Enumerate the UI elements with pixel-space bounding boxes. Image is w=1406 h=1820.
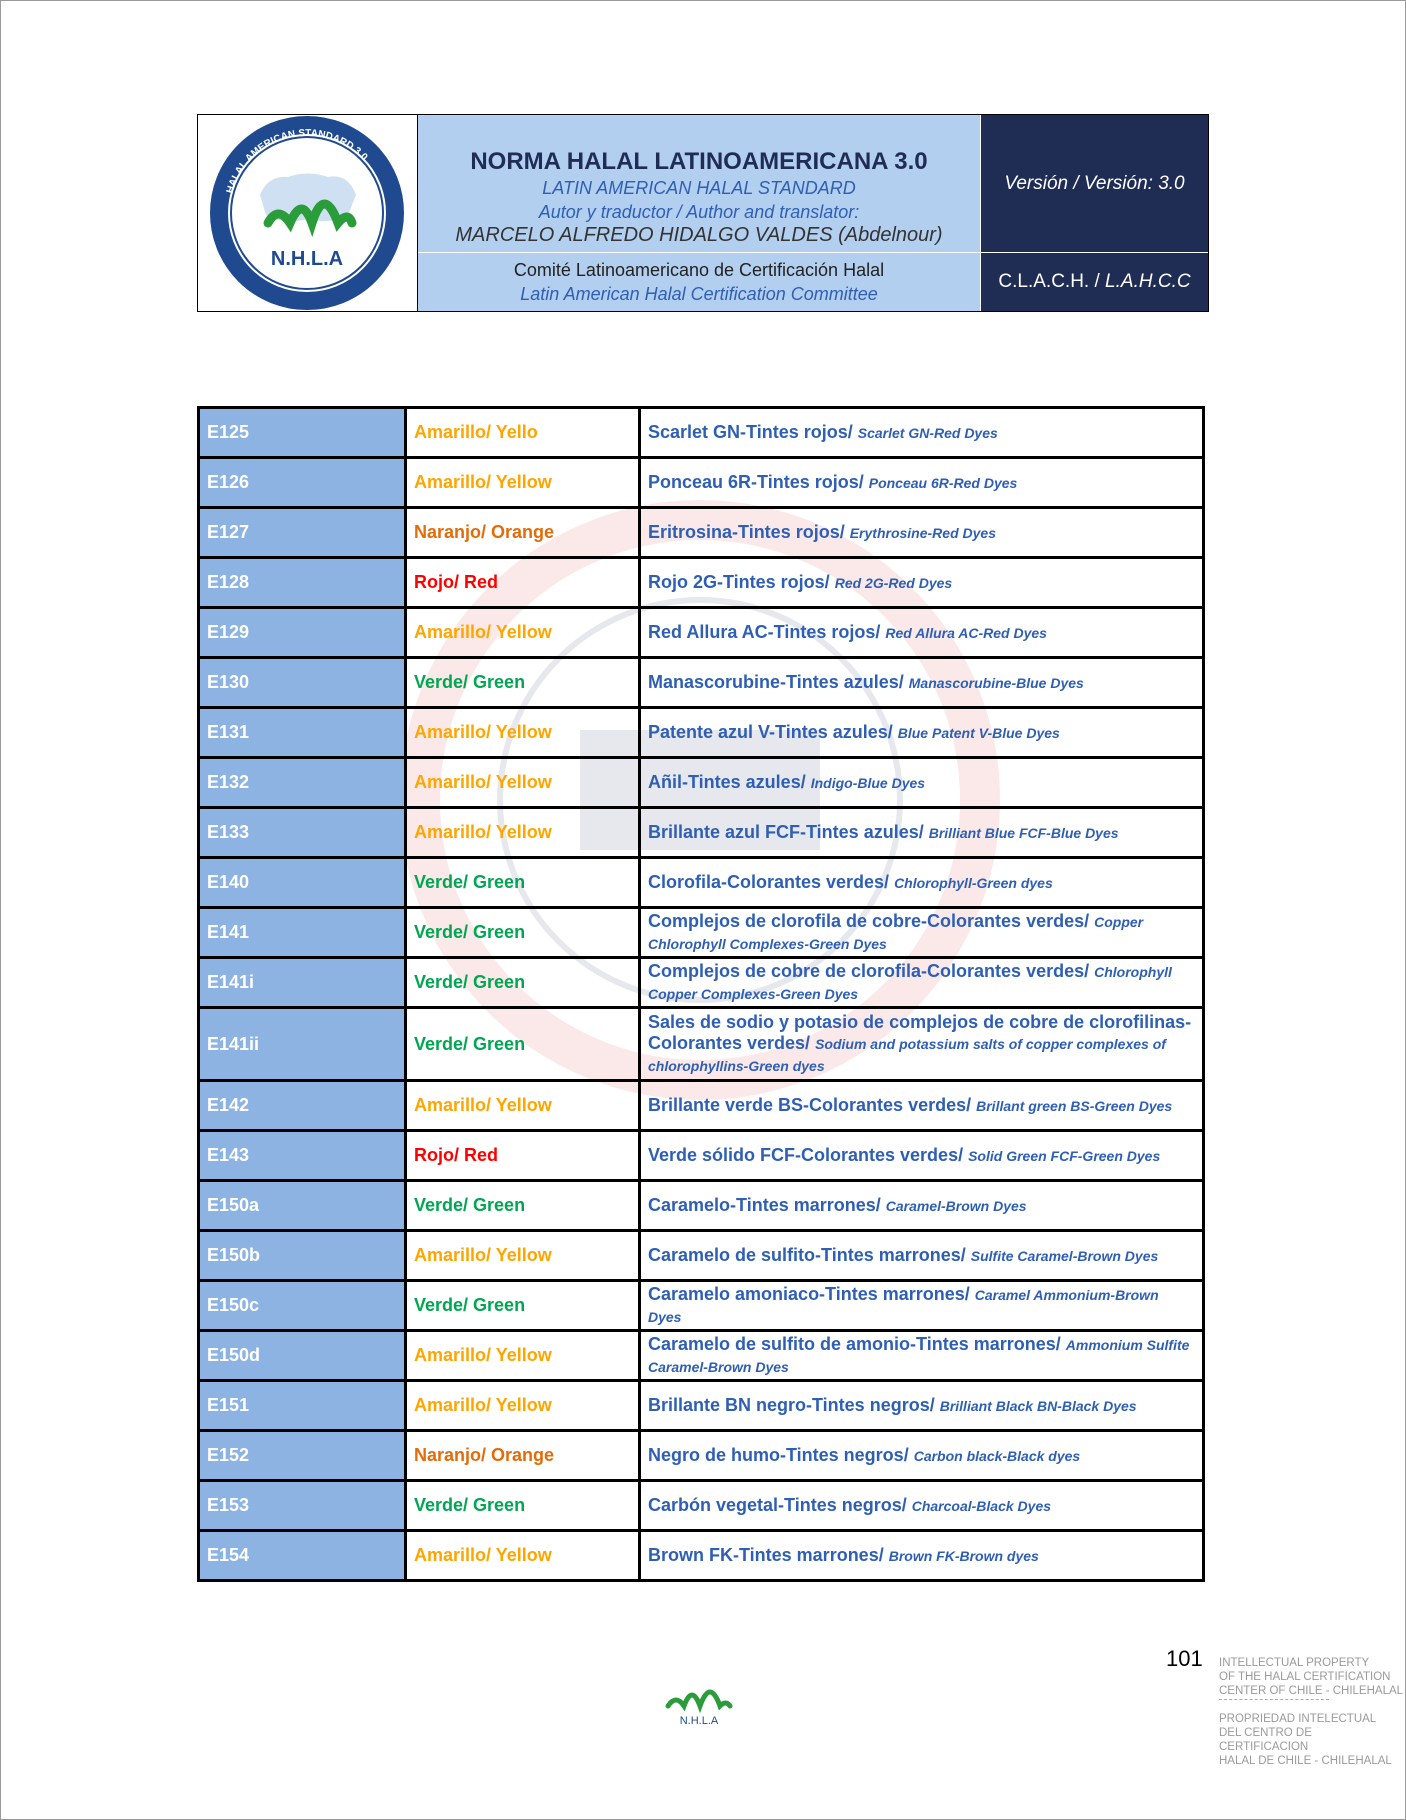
e-number-cell: E129 — [199, 608, 406, 658]
e-number-cell: E126 — [199, 458, 406, 508]
table-row — [199, 1181, 1204, 1231]
ip-separator — [1219, 1699, 1329, 1700]
table-row — [199, 1331, 1204, 1381]
description-es: Negro de humo-Tintes negros/ — [648, 1444, 914, 1465]
description-es: Añil-Tintes azules/ — [648, 771, 811, 792]
status-color-cell: Amarillo/ Yellow — [406, 1331, 640, 1381]
description-es: Caramelo de sulfito-Tintes marrones/ — [648, 1244, 971, 1265]
e-number-cell: E150d — [199, 1331, 406, 1381]
status-color-cell: Amarillo/ Yellow — [406, 1381, 640, 1431]
description-en: Caramel-Brown Dyes — [885, 1197, 1027, 1214]
description-cell — [640, 758, 1204, 808]
description-en: Sodium and potassium salts of copper complexes of chlorophyllins-Green dyes — [648, 1035, 1166, 1074]
description-cell — [640, 1231, 1204, 1281]
description-cell — [640, 708, 1204, 758]
table-row — [199, 1081, 1204, 1131]
description-cell — [640, 1131, 1204, 1181]
status-color-cell: Naranjo/ Orange — [406, 508, 640, 558]
description-cell — [640, 1181, 1204, 1231]
e-number-cell: E141ii — [199, 1008, 406, 1081]
description-cell — [640, 1381, 1204, 1431]
description-en: Erythrosine-Red Dyes — [849, 524, 996, 541]
description-cell — [640, 408, 1204, 458]
description-en: Ammonium Sulfite Caramel-Brown Dyes — [648, 1336, 1190, 1375]
description-en: Brilliant Black BN-Black Dyes — [939, 1397, 1137, 1414]
author-label: Autor y traductor / Author and translator: — [538, 202, 860, 222]
ip-notice-es: PROPRIEDAD INTELECTUAL DEL CENTRO DE CERTIFICACION HALAL DE CHILE - CHILEHALAL — [1219, 1713, 1392, 1767]
svg-text:www.comitehalal.com: www.comitehalal.com — [258, 262, 348, 289]
description-en: Red Allura AC-Red Dyes — [885, 624, 1047, 641]
description-es: Scarlet GN-Tintes rojos/ — [648, 421, 858, 442]
e-number-cell: E153 — [199, 1481, 406, 1531]
status-color-cell: Amarillo/ Yellow — [406, 458, 640, 508]
description-cell — [640, 1531, 1204, 1581]
description-es: Carbón vegetal-Tintes negros/ — [648, 1494, 912, 1515]
table-row — [199, 1381, 1204, 1431]
status-color-cell: Verde/ Green — [406, 1281, 640, 1331]
description-en: Brillant green BS-Green Dyes — [976, 1097, 1173, 1114]
description-en: Copper Chlorophyll Complexes-Green Dyes — [648, 913, 1144, 952]
status-color-cell: Amarillo/ Yellow — [406, 608, 640, 658]
table-row — [199, 458, 1204, 508]
nhla-logo — [198, 115, 418, 311]
status-color-cell: Amarillo/ Yellow — [406, 1231, 640, 1281]
status-color-cell: Rojo/ Red — [406, 558, 640, 608]
status-color-cell: Verde/ Green — [406, 658, 640, 708]
status-color-cell: Amarillo/ Yellow — [406, 758, 640, 808]
e-number-cell: E152 — [199, 1431, 406, 1481]
table-row — [199, 908, 1204, 958]
table-row — [199, 758, 1204, 808]
e-number-cell: E143 — [199, 1131, 406, 1181]
table-row — [199, 1231, 1204, 1281]
table-row — [199, 1531, 1204, 1581]
e-number-cell: E128 — [199, 558, 406, 608]
description-en: Chlorophyll Copper Complexes-Green Dyes — [648, 963, 1172, 1002]
e-number-cell: E141 — [199, 908, 406, 958]
description-cell — [640, 1331, 1204, 1381]
status-color-cell: Amarillo/ Yello — [406, 408, 640, 458]
description-cell — [640, 508, 1204, 558]
e-number-cell: E132 — [199, 758, 406, 808]
description-cell — [640, 1481, 1204, 1531]
description-en: Manascorubine-Blue Dyes — [908, 674, 1084, 691]
e-number-cell: E154 — [199, 1531, 406, 1581]
description-cell — [640, 1431, 1204, 1481]
document-header — [197, 114, 1209, 312]
e-number-cell: E127 — [199, 508, 406, 558]
description-cell — [640, 458, 1204, 508]
table-row — [199, 508, 1204, 558]
description-cell — [640, 908, 1204, 958]
description-es: Brillante verde BS-Colorantes verdes/ — [648, 1094, 977, 1115]
description-en: Sulfite Caramel-Brown Dyes — [970, 1247, 1159, 1264]
page-number: 101 — [1166, 1646, 1203, 1671]
table-row — [199, 1281, 1204, 1331]
status-color-cell: Amarillo/ Yellow — [406, 808, 640, 858]
title-block — [418, 115, 980, 253]
acronym-label: C.L.A.C.H. / L.A.H.C.C — [981, 253, 1208, 311]
table-row — [199, 958, 1204, 1008]
e-number-cell: E125 — [199, 408, 406, 458]
table-row — [199, 808, 1204, 858]
table-row — [199, 408, 1204, 458]
e-number-cell: E133 — [199, 808, 406, 858]
table-row — [199, 558, 1204, 608]
description-es: Caramelo de sulfito de amonio-Tintes marrones/ — [648, 1333, 1066, 1354]
e-number-cell: E151 — [199, 1381, 406, 1431]
description-es: Brillante azul FCF-Tintes azules/ — [648, 821, 929, 842]
e-number-cell: E141i — [199, 958, 406, 1008]
description-es: Rojo 2G-Tintes rojos/ — [648, 571, 835, 592]
description-cell — [640, 658, 1204, 708]
description-cell — [640, 1008, 1204, 1081]
description-es: Eritrosina-Tintes rojos/ — [648, 521, 850, 542]
status-color-cell: Verde/ Green — [406, 1008, 640, 1081]
description-es: Red Allura AC-Tintes rojos/ — [648, 621, 886, 642]
description-en: Chlorophyll-Green dyes — [894, 874, 1053, 891]
e-number-cell: E140 — [199, 858, 406, 908]
description-cell — [640, 1281, 1204, 1331]
table-row — [199, 1131, 1204, 1181]
description-en: Red 2G-Red Dyes — [834, 574, 953, 591]
description-es: Caramelo-Tintes marrones/ — [648, 1194, 886, 1215]
description-es: Verde sólido FCF-Colorantes verdes/ — [648, 1144, 969, 1165]
description-cell — [640, 958, 1204, 1008]
status-color-cell: Verde/ Green — [406, 858, 640, 908]
ip-notice-en: INTELLECTUAL PROPERTY OF THE HALAL CERTIFICATION CENTER OF CHILE - CHILEHALAL — [1219, 1657, 1404, 1697]
description-en: Scarlet GN-Red Dyes — [857, 424, 998, 441]
committee-name-en: Latin American Halal Certification Committee — [520, 284, 878, 304]
description-es: Caramelo amoniaco-Tintes marrones/ — [648, 1283, 975, 1304]
e-number-cell: E150a — [199, 1181, 406, 1231]
description-en: Indigo-Blue Dyes — [810, 774, 926, 791]
e-number-cell: E150c — [199, 1281, 406, 1331]
description-es: Complejos de clorofila de cobre-Colorantes verdes/ — [648, 910, 1095, 931]
status-color-cell: Verde/ Green — [406, 958, 640, 1008]
description-es: Clorofila-Colorantes verdes/ — [648, 871, 895, 892]
status-color-cell: Amarillo/ Yellow — [406, 1081, 640, 1131]
svg-text:N.H.L.A: N.H.L.A — [679, 1715, 719, 1727]
description-es: Sales de sodio y potasio de complejos de cobre de clorofilinas-Colorantes verdes/ — [648, 1011, 1192, 1053]
status-color-cell: Verde/ Green — [406, 1481, 640, 1531]
description-es: Patente azul V-Tintes azules/ — [648, 721, 898, 742]
description-cell — [640, 808, 1204, 858]
table-row — [199, 708, 1204, 758]
description-en: Solid Green FCF-Green Dyes — [968, 1147, 1161, 1164]
status-color-cell: Amarillo/ Yellow — [406, 1531, 640, 1581]
e-number-cell: E142 — [199, 1081, 406, 1131]
footer-logo-icon — [664, 1668, 734, 1728]
status-color-cell: Amarillo/ Yellow — [406, 708, 640, 758]
description-es: Complejos de cobre de clorofila-Colorantes verdes/ — [648, 960, 1095, 981]
status-color-cell: Rojo/ Red — [406, 1131, 640, 1181]
table-row — [199, 1008, 1204, 1081]
e-number-cell: E130 — [199, 658, 406, 708]
committee-name-es: Comité Latinoamericano de Certificación Halal — [513, 260, 885, 280]
table-row — [199, 1481, 1204, 1531]
description-es: Brillante BN negro-Tintes negros/ — [648, 1394, 940, 1415]
svg-text:HALAL AMERICAN STANDARD 3.0: HALAL AMERICAN STANDARD 3.0 — [224, 127, 370, 195]
description-en: Brown FK-Brown dyes — [888, 1547, 1039, 1564]
description-es: Ponceau 6R-Tintes rojos/ — [648, 471, 869, 492]
description-cell — [640, 1081, 1204, 1131]
table-row — [199, 858, 1204, 908]
description-en: Ponceau 6R-Red Dyes — [868, 474, 1018, 491]
e-number-cell: E131 — [199, 708, 406, 758]
description-es: Brown FK-Tintes marrones/ — [648, 1544, 889, 1565]
description-en: Caramel Ammonium-Brown Dyes — [648, 1286, 1159, 1325]
status-color-cell: Verde/ Green — [406, 908, 640, 958]
document-title: NORMA HALAL LATINOAMERICANA 3.0 — [470, 148, 928, 175]
table-row — [199, 608, 1204, 658]
description-en: Charcoal-Black Dyes — [911, 1497, 1052, 1514]
halal-seal-icon — [198, 115, 417, 311]
committee-block — [418, 253, 980, 311]
table-row — [199, 658, 1204, 708]
description-en: Carbon black-Black dyes — [913, 1447, 1081, 1464]
document-subtitle: LATIN AMERICAN HALAL STANDARD — [542, 178, 856, 198]
status-color-cell: Naranjo/ Orange — [406, 1431, 640, 1481]
svg-text:N.H.L.A: N.H.L.A — [270, 248, 344, 270]
description-es: Manascorubine-Tintes azules/ — [648, 671, 909, 692]
description-en: Blue Patent V-Blue Dyes — [897, 724, 1060, 741]
description-en: Brilliant Blue FCF-Blue Dyes — [928, 824, 1119, 841]
description-cell — [640, 858, 1204, 908]
e-number-cell: E150b — [199, 1231, 406, 1281]
description-cell — [640, 558, 1204, 608]
status-color-cell: Verde/ Green — [406, 1181, 640, 1231]
description-cell — [640, 608, 1204, 658]
version-label: Versión / Versión: 3.0 — [981, 115, 1208, 253]
table-row — [199, 1431, 1204, 1481]
author-name: MARCELO ALFREDO HIDALGO VALDES (Abdelnour) — [455, 224, 943, 246]
colorant-table — [197, 406, 1205, 1582]
